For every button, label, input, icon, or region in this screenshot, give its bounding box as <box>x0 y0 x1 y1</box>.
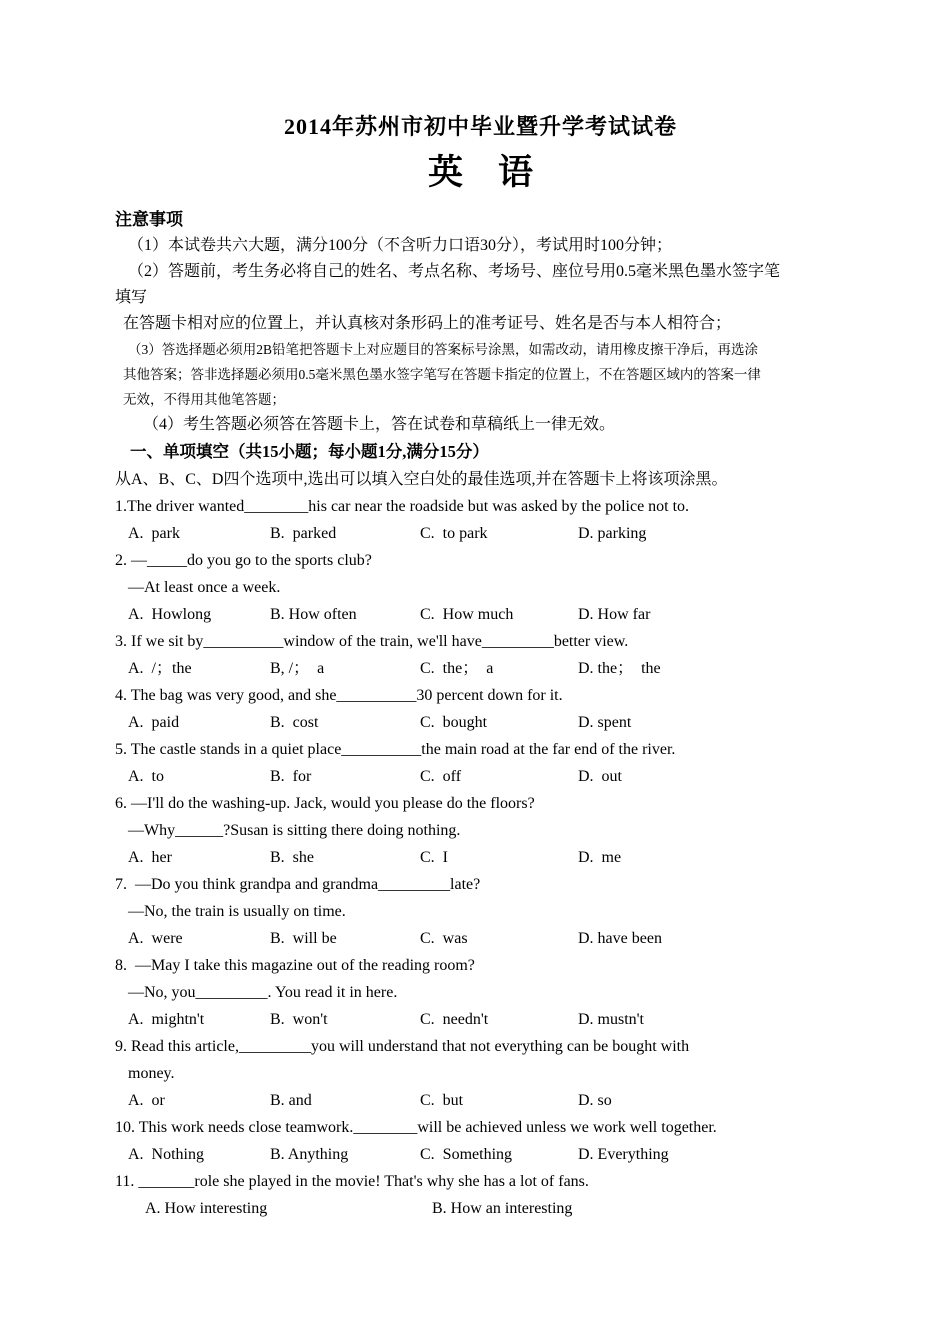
option-D: D. the； the <box>578 660 661 677</box>
notes-list <box>115 233 846 438</box>
question-text: 10. This work needs close teamwork.________will be achieved unless we work well together. <box>115 1119 717 1136</box>
doc-subject-title: 英 语 <box>427 153 533 192</box>
option-A: A. /；the <box>128 660 192 677</box>
option-B: B. cost <box>270 714 319 731</box>
option-B: B. How often <box>270 606 357 623</box>
option-B: B. Anything <box>270 1146 349 1163</box>
option-C: C. How much <box>420 606 514 623</box>
option-D: D. How far <box>578 606 651 623</box>
options-row <box>115 1087 846 1114</box>
option-C: C. the； a <box>420 660 494 677</box>
option-C: C. needn't <box>420 1011 489 1028</box>
question-text: 7. —Do you think grandpa and grandma_________late? <box>115 876 481 893</box>
option-A: A. mightn't <box>128 1011 205 1028</box>
option-C: C. to park <box>420 525 488 542</box>
options-row <box>115 1195 846 1222</box>
options-row <box>115 655 846 682</box>
note-line: 无效，不得用其他笔答题； <box>123 392 285 407</box>
option-D: D. so <box>578 1092 612 1109</box>
option-C: C. but <box>420 1092 464 1109</box>
question-text: —At least once a week. <box>128 579 281 596</box>
question-item <box>115 1033 846 1114</box>
note-line: （3）答选择题必须用2B铅笔把答题卡上对应题目的答案标号涂黑，如需改动，请用橡皮擦干净后，再选涂 <box>128 342 759 357</box>
options-row <box>115 1141 846 1168</box>
option-D: D. spent <box>578 714 632 731</box>
option-A: A. her <box>128 849 172 866</box>
question-item <box>115 628 846 682</box>
doc-title: 2014年苏州市初中毕业暨升学考试试卷 <box>283 114 677 139</box>
option-D: D. Everything <box>578 1146 669 1163</box>
question-text: 11. _______role she played in the movie! That's why she has a lot of fans. <box>115 1173 589 1190</box>
section-header: 一、单项填空（共15小题；每小题1分,满分15分） <box>130 442 489 461</box>
option-C: C. was <box>420 930 468 947</box>
section-intro: 从A、B、C、D四个选项中,选出可以填入空白处的最佳选项,并在答题卡上将该项涂黑。 <box>115 471 728 488</box>
question-item <box>115 871 846 952</box>
question-text: 3. If we sit by__________window of the train, we'll have_________better view. <box>115 633 629 650</box>
option-B: B. parked <box>270 525 337 542</box>
question-text: 6. —I'll do the washing-up. Jack, would you please do the floors? <box>115 795 535 812</box>
option-D: D. parking <box>578 525 647 542</box>
option-B: B. How an interesting <box>432 1200 573 1217</box>
options-row <box>115 601 846 628</box>
option-A: A. Howlong <box>128 606 212 623</box>
question-text: money. <box>128 1065 175 1082</box>
options-row <box>115 925 846 952</box>
question-text: —No, you_________. You read it in here. <box>128 984 398 1001</box>
option-A: A. park <box>128 525 180 542</box>
note-line: （2）答题前，考生务必将自己的姓名、考点名称、考场号、座位号用0.5毫米黑色墨水签字笔 <box>128 263 781 280</box>
question-item <box>115 493 846 547</box>
question-text: 4. The bag was very good, and she__________30 percent down for it. <box>115 687 563 704</box>
option-C: C. bought <box>420 714 488 731</box>
question-item <box>115 682 846 736</box>
option-A: A. Nothing <box>128 1146 204 1163</box>
question-item <box>115 790 846 871</box>
question-text: 8. —May I take this magazine out of the reading room? <box>115 957 475 974</box>
question-text: 2. —_____do you go to the sports club? <box>115 552 372 569</box>
note-line: （1）本试卷共六大题，满分100分（不含听力口语30分），考试用时100分钟； <box>128 237 673 254</box>
option-B: B. will be <box>270 930 337 947</box>
note-line: （4）考生答题必须答在答题卡上，答在试卷和草稿纸上一律无效。 <box>143 416 616 433</box>
option-B: B. for <box>270 768 312 785</box>
notes-header: 注意事项 <box>115 210 183 229</box>
options-row <box>115 709 846 736</box>
option-A: A. or <box>128 1092 165 1109</box>
option-A: A. were <box>128 930 183 947</box>
question-text: 9. Read this article,_________you will understand that not everything can be bought with <box>115 1038 690 1055</box>
option-B: B, /； a <box>270 660 325 677</box>
question-item <box>115 952 846 1033</box>
option-C: C. Something <box>420 1146 513 1163</box>
question-item <box>115 1168 846 1222</box>
note-line: 在答题卡相对应的位置上，并认真核对条形码上的准考证号、姓名是否与本人相符合； <box>123 315 732 332</box>
question-text: 1.The driver wanted________his car near the roadside but was asked by the police not to. <box>115 498 690 515</box>
option-B: B. won't <box>270 1011 328 1028</box>
option-A: A. to <box>128 768 164 785</box>
option-C: C. off <box>420 768 462 785</box>
option-D: D. have been <box>578 930 662 947</box>
option-C: C. I <box>420 849 448 866</box>
note-line: 其他答案；答非选择题必须用0.5毫米黑色墨水签字笔写在答题卡指定的位置上，不在答题区域内的答案一律 <box>123 367 761 382</box>
options-row <box>115 1006 846 1033</box>
note-line: 填写 <box>115 289 148 306</box>
question-item <box>115 547 846 628</box>
option-B: B. she <box>270 849 314 866</box>
option-D: D. mustn't <box>578 1011 644 1028</box>
options-row <box>115 763 846 790</box>
option-A: A. How interesting <box>145 1200 268 1217</box>
option-D: D. me <box>578 849 622 866</box>
question-text: 5. The castle stands in a quiet place__________the main road at the far end of the river. <box>115 741 676 758</box>
question-item <box>115 736 846 790</box>
question-text: —Why______?Susan is sitting there doing nothing. <box>128 822 461 839</box>
questions-list <box>115 493 846 1222</box>
option-B: B. and <box>270 1092 312 1109</box>
option-D: D. out <box>578 768 622 785</box>
options-row <box>115 844 846 871</box>
question-text: —No, the train is usually on time. <box>128 903 346 920</box>
option-A: A. paid <box>128 714 180 731</box>
options-row <box>115 520 846 547</box>
question-item <box>115 1114 846 1168</box>
